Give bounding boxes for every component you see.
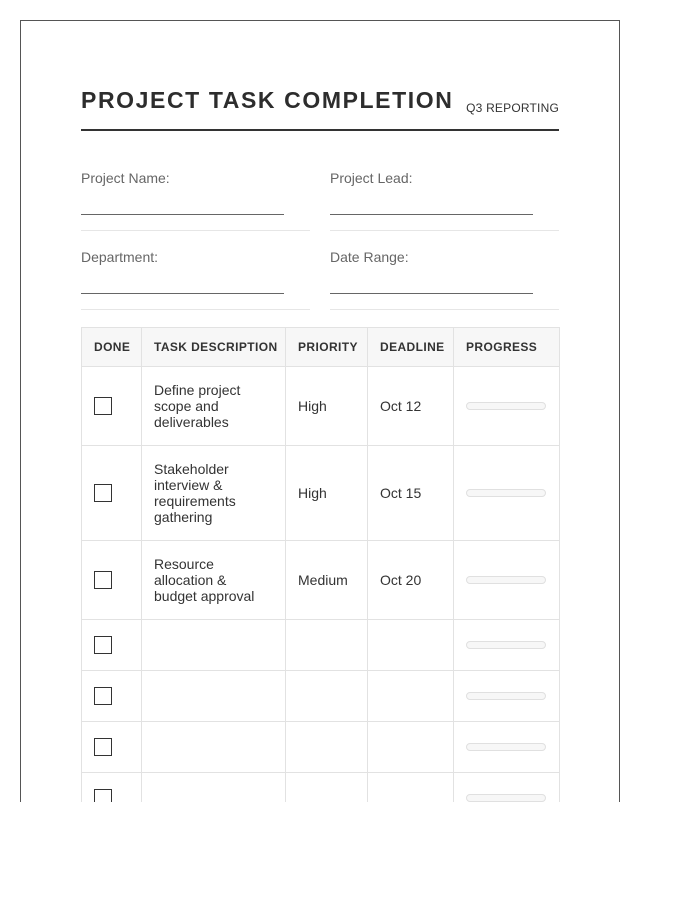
project-name-field	[81, 170, 310, 231]
column-header-done: DONE	[82, 328, 142, 367]
project-lead-label: Project Lead:	[330, 170, 413, 186]
department-field	[81, 249, 310, 310]
progress-bar	[466, 576, 546, 584]
table-row	[82, 671, 560, 722]
department-label: Department:	[81, 249, 159, 265]
table-row	[82, 367, 560, 446]
priority-cell[interactable]	[286, 671, 368, 722]
task-description-cell[interactable]	[142, 620, 286, 671]
progress-cell	[454, 446, 560, 541]
task-description-cell: Define project scope and deliverables	[142, 367, 286, 446]
project-lead-field	[330, 170, 559, 231]
document-header	[81, 85, 559, 131]
progress-cell	[454, 620, 560, 671]
table-row	[82, 722, 560, 773]
progress-bar	[466, 743, 546, 751]
date-range-field	[330, 249, 559, 310]
document-page	[20, 20, 620, 802]
task-table	[81, 327, 560, 802]
task-checkbox[interactable]	[94, 738, 112, 756]
done-cell	[82, 446, 142, 541]
column-header-priority: PRIORITY	[286, 328, 368, 367]
page-title: PROJECT TASK COMPLETION	[81, 87, 454, 113]
task-description-cell: Stakeholder interview & requirements gathering	[142, 446, 286, 541]
progress-cell	[454, 722, 560, 773]
task-checkbox[interactable]	[94, 397, 112, 415]
column-header-deadline: DEADLINE	[368, 328, 454, 367]
deadline-cell[interactable]	[368, 722, 454, 773]
progress-bar	[466, 489, 546, 497]
task-description-cell[interactable]	[142, 671, 286, 722]
table-row	[82, 773, 560, 803]
date-range-input[interactable]	[330, 293, 533, 294]
progress-cell	[454, 367, 560, 446]
progress-bar	[466, 794, 546, 802]
progress-bar	[466, 692, 546, 700]
progress-cell	[454, 541, 560, 620]
progress-cell	[454, 671, 560, 722]
done-cell	[82, 620, 142, 671]
page-subtitle: Q3 REPORTING	[466, 101, 559, 115]
done-cell	[82, 722, 142, 773]
deadline-cell: Oct 12	[368, 367, 454, 446]
table-row	[82, 541, 560, 620]
project-lead-input[interactable]	[330, 214, 533, 215]
task-checkbox[interactable]	[94, 789, 112, 802]
priority-cell: High	[286, 367, 368, 446]
done-cell	[82, 671, 142, 722]
priority-cell[interactable]	[286, 773, 368, 803]
date-range-label: Date Range:	[330, 249, 409, 265]
deadline-cell: Oct 20	[368, 541, 454, 620]
table-header-row	[82, 328, 560, 367]
progress-cell	[454, 773, 560, 803]
priority-cell: Medium	[286, 541, 368, 620]
priority-cell: High	[286, 446, 368, 541]
table-row	[82, 620, 560, 671]
department-input[interactable]	[81, 293, 284, 294]
progress-bar	[466, 641, 546, 649]
task-checkbox[interactable]	[94, 636, 112, 654]
task-checkbox[interactable]	[94, 484, 112, 502]
priority-cell[interactable]	[286, 620, 368, 671]
progress-bar	[466, 402, 546, 410]
column-header-task: TASK DESCRIPTION	[142, 328, 286, 367]
project-name-label: Project Name:	[81, 170, 170, 186]
project-name-input[interactable]	[81, 214, 284, 215]
done-cell	[82, 367, 142, 446]
task-description-cell: Resource allocation & budget approval	[142, 541, 286, 620]
deadline-cell[interactable]	[368, 620, 454, 671]
done-cell	[82, 541, 142, 620]
task-description-cell[interactable]	[142, 722, 286, 773]
deadline-cell[interactable]	[368, 671, 454, 722]
done-cell	[82, 773, 142, 803]
deadline-cell[interactable]	[368, 773, 454, 803]
priority-cell[interactable]	[286, 722, 368, 773]
task-description-cell[interactable]	[142, 773, 286, 803]
column-header-progress: PROGRESS	[454, 328, 560, 367]
task-checkbox[interactable]	[94, 571, 112, 589]
deadline-cell: Oct 15	[368, 446, 454, 541]
table-row	[82, 446, 560, 541]
task-checkbox[interactable]	[94, 687, 112, 705]
